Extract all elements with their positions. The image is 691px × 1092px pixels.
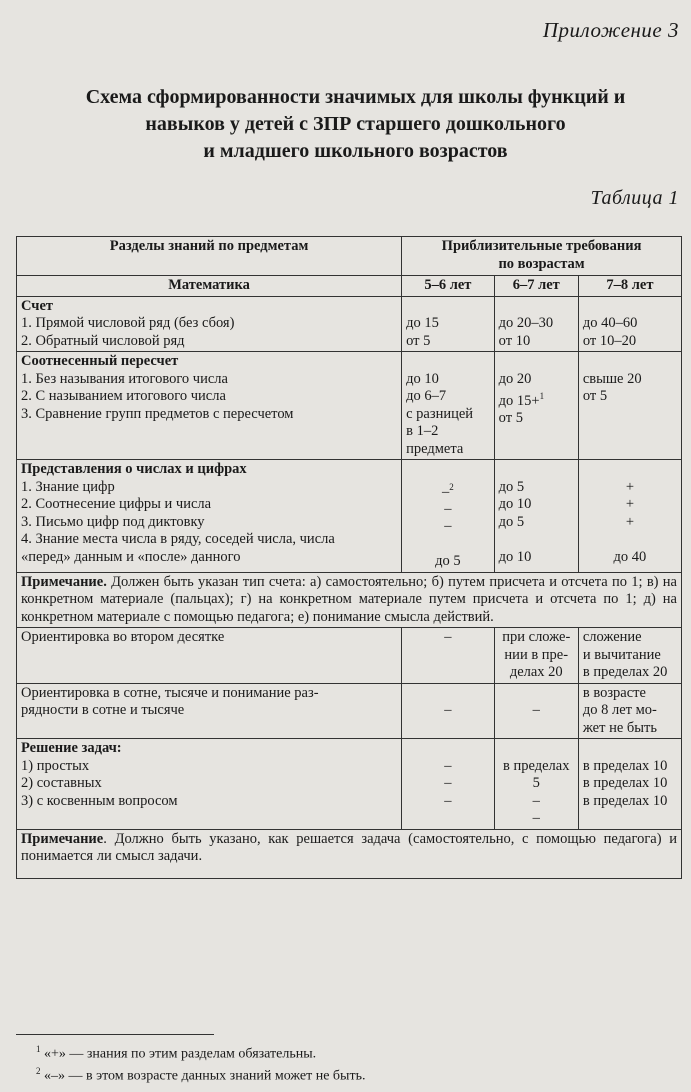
cell-value: до 15+$^1$ bbox=[498, 391, 545, 409]
note-text: Должен быть указан тип счета: а) самостоятельно; б) путем присчета и отсчета по 1; в) на конкретном материале (пальцах); г) на конкретном материале путем присчета и отсчета по 1; д) на конкретном материале с помощью педагога; е) понимание смысла действий. bbox=[21, 573, 677, 625]
cell-7-8 bbox=[578, 352, 681, 460]
table-row bbox=[17, 352, 682, 460]
cell-5-6 bbox=[402, 352, 495, 460]
title-line: навыков у детей с ЗПР старшего дошкольного bbox=[145, 113, 566, 135]
cell-value: от 5 bbox=[498, 410, 523, 427]
cell-value: от 5 bbox=[582, 388, 608, 404]
cell-value: до 10 bbox=[406, 370, 439, 387]
cell-value: при сложе- bbox=[502, 629, 571, 646]
cell-5-6: – bbox=[402, 628, 495, 684]
row-label: 3. Сравнение групп предметов с пересчетом bbox=[21, 405, 294, 422]
title-line: Схема сформированности значимых для школы функций и bbox=[85, 86, 626, 108]
age-7-8: 7–8 лет bbox=[578, 276, 681, 297]
cell-value: – bbox=[444, 775, 452, 792]
section-recount bbox=[17, 352, 402, 460]
cell-value: + bbox=[625, 513, 635, 530]
cell-value: делах 20 bbox=[509, 664, 563, 681]
row-label: «перед» данным и «после» данного bbox=[21, 548, 241, 565]
label-line: Ориентировка в сотне, тысяче и понимание раз- bbox=[21, 684, 319, 701]
note-row bbox=[17, 829, 682, 878]
table-row bbox=[17, 296, 682, 352]
header-line: Приблизительные требования bbox=[441, 238, 642, 254]
section-tasks bbox=[17, 739, 402, 830]
section-count bbox=[17, 296, 402, 352]
cell-7-8 bbox=[578, 683, 681, 739]
cell-value: от 5 bbox=[406, 332, 431, 349]
cell-5-6 bbox=[402, 739, 495, 830]
cell-value: до 10 bbox=[498, 496, 532, 512]
age-6-7: 6–7 лет bbox=[494, 276, 578, 297]
cell-value: до 20–30 bbox=[498, 315, 554, 331]
cell-value: + bbox=[625, 478, 635, 495]
row-label: 4. Знание места числа в ряду, соседей числа, числа bbox=[21, 531, 335, 547]
cell-value: в пределах bbox=[503, 757, 570, 774]
section-heading: Решение задач: bbox=[21, 740, 122, 757]
note-text: . Должно быть указано, как решается задача (самостоятельно, с помощью педагога) и понимается ли смысл задачи. bbox=[21, 830, 677, 865]
note-count-type bbox=[17, 572, 682, 628]
subject-math: Математика bbox=[17, 276, 402, 297]
cell-value: до 15 bbox=[406, 315, 439, 331]
cell-value: – bbox=[444, 500, 452, 517]
cell-value: в пределах 10 bbox=[582, 775, 668, 792]
row-label: 2. Обратный числовой ряд bbox=[21, 332, 185, 349]
cell-6-7 bbox=[494, 352, 578, 460]
cell-value: в пределах 20 bbox=[582, 664, 668, 681]
title-line: и младшего школьного возрастов bbox=[203, 140, 508, 162]
row-label: 1. Прямой числовой ряд (без сбоя) bbox=[21, 315, 235, 331]
cell-value: жет не быть bbox=[582, 719, 657, 736]
section-heading: Соотнесенный пересчет bbox=[21, 353, 179, 369]
row-label bbox=[17, 683, 402, 739]
row-label: 2. С называнием итогового числа bbox=[21, 388, 226, 404]
label-line: рядности в сотне и тысяче bbox=[21, 702, 185, 719]
cell-7-8 bbox=[578, 296, 681, 352]
footnote-1 bbox=[36, 1044, 316, 1063]
cell-6-7: – bbox=[494, 683, 578, 739]
cell-6-7 bbox=[494, 460, 578, 573]
row-label: 3) с косвенным вопросом bbox=[21, 792, 178, 809]
cell-value: в пределах 10 bbox=[582, 792, 668, 809]
cell-value: от 10 bbox=[498, 332, 531, 349]
cell-value: до 6–7 bbox=[406, 388, 447, 404]
cell-value: и вычитание bbox=[582, 646, 661, 663]
cell-value: до 10 bbox=[498, 548, 532, 565]
cell-value: 5 bbox=[532, 775, 540, 792]
cell-value: в пределах 10 bbox=[582, 757, 668, 774]
note-label: Примечание. bbox=[21, 573, 107, 590]
cell-value: предмета bbox=[406, 440, 464, 457]
footnote-mark: 2 bbox=[36, 1066, 41, 1076]
section-heading: Представления о числах и цифрах bbox=[21, 461, 247, 477]
cell-6-7 bbox=[494, 739, 578, 830]
table-row bbox=[17, 739, 682, 830]
cell-value: до 40–60 bbox=[582, 315, 638, 331]
note-label: Примечание bbox=[21, 830, 104, 847]
table-row bbox=[17, 683, 682, 739]
header-sections: Разделы знаний по предметам bbox=[17, 237, 402, 276]
footnote-divider bbox=[16, 1034, 214, 1035]
cell-value: от 10–20 bbox=[582, 332, 637, 349]
age-5-6: 5–6 лет bbox=[402, 276, 495, 297]
requirements-table bbox=[16, 236, 682, 879]
document-title bbox=[30, 84, 681, 165]
footnote-2 bbox=[36, 1066, 365, 1085]
appendix-label: Приложение 3 bbox=[542, 18, 679, 42]
header-row bbox=[17, 237, 682, 276]
row-label: 1) простых bbox=[21, 757, 90, 774]
row-label: 3. Письмо цифр под диктовку bbox=[21, 513, 205, 530]
cell-value: нии в пре- bbox=[504, 646, 569, 663]
note-task-solving bbox=[17, 829, 682, 878]
cell-value: до 8 лет мо- bbox=[582, 702, 657, 719]
cell-value: – bbox=[532, 810, 540, 827]
cell-value: до 5 bbox=[498, 478, 525, 495]
cell-5-6: – bbox=[402, 683, 495, 739]
table-label: Таблица 1 bbox=[590, 187, 679, 209]
cell-value: свыше 20 bbox=[582, 370, 642, 387]
header-line: по возрастам bbox=[498, 255, 585, 272]
footnote-mark: 1 bbox=[539, 391, 545, 401]
cell-value: – bbox=[444, 792, 452, 809]
header-requirements bbox=[402, 237, 682, 276]
cell-value: в возрасте bbox=[582, 684, 646, 701]
cell-value: сложение bbox=[582, 629, 642, 646]
footnote-mark: 2 bbox=[449, 481, 454, 492]
row-label: 1. Без называния итогового числа bbox=[21, 370, 228, 387]
row-label: 2. Соотнесение цифры и числа bbox=[21, 496, 212, 512]
table-row bbox=[17, 628, 682, 684]
cell-value: –$^2$ bbox=[442, 481, 454, 500]
subject-row bbox=[17, 276, 682, 297]
cell-5-6 bbox=[402, 460, 495, 573]
table-row bbox=[17, 460, 682, 573]
cell-value: в 1–2 bbox=[406, 423, 439, 439]
cell-7-8 bbox=[578, 739, 681, 830]
footnote-text: «–» — в этом возрасте данных знаний может не быть. bbox=[40, 1068, 366, 1084]
cell-value: – bbox=[444, 518, 452, 535]
section-heading: Счет bbox=[21, 297, 54, 314]
cell-value: с разницей bbox=[406, 405, 474, 422]
row-label: Ориентировка во втором десятке bbox=[17, 628, 402, 684]
cell-value: + bbox=[625, 496, 635, 512]
row-label: 1. Знание цифр bbox=[21, 478, 115, 495]
cell-6-7 bbox=[494, 628, 578, 684]
footnote-text: «+» — знания по этим разделам обязательны. bbox=[40, 1046, 317, 1062]
cell-value: – bbox=[532, 792, 540, 809]
cell-6-7 bbox=[494, 296, 578, 352]
cell-value: до 5 bbox=[498, 513, 525, 530]
cell-value: – bbox=[444, 757, 452, 774]
section-numbers bbox=[17, 460, 402, 573]
cell-value: до 40 bbox=[613, 548, 647, 565]
note-row bbox=[17, 572, 682, 628]
cell-value: до 20 bbox=[498, 370, 532, 387]
footnote-mark: 1 bbox=[36, 1044, 41, 1054]
cell-7-8 bbox=[578, 460, 681, 573]
cell-5-6 bbox=[402, 296, 495, 352]
row-label: 2) составных bbox=[21, 775, 102, 792]
cell-7-8 bbox=[578, 628, 681, 684]
cell-value: до 5 bbox=[435, 553, 461, 570]
